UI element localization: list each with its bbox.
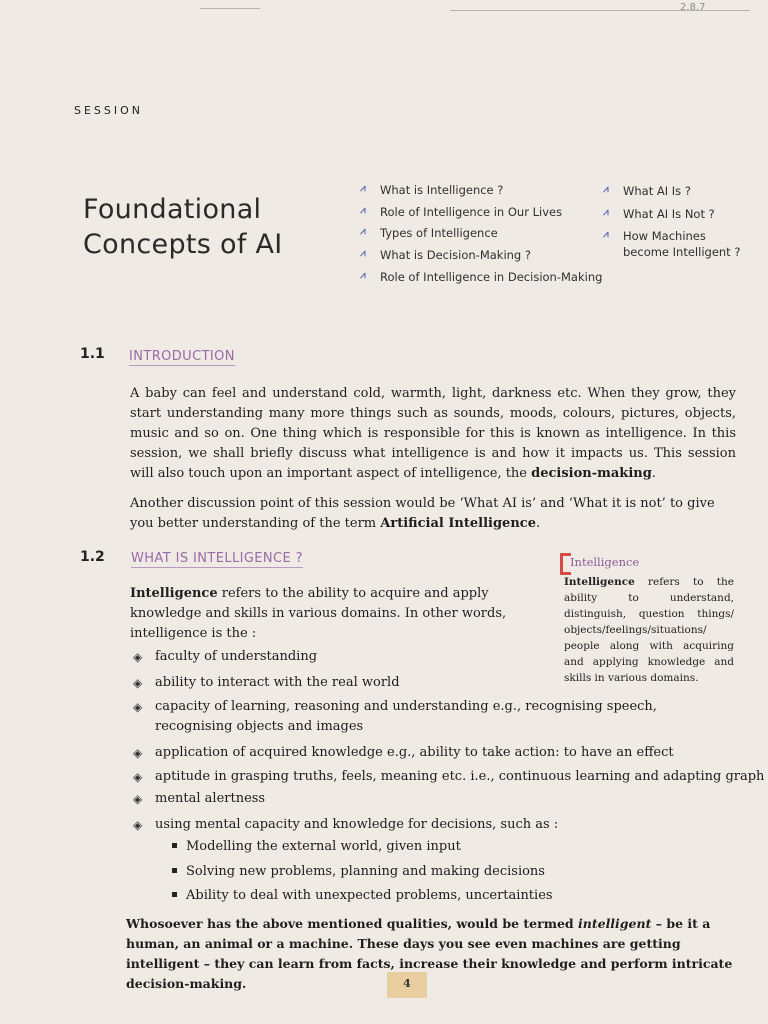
list-item: ◈ faculty of understanding [133,647,317,667]
square-bullet-icon [172,862,186,882]
diamond-bullet-icon: ◈ [133,746,143,760]
intro-paragraph: A baby can feel and understand cold, warmth, light, darkness etc. When they grow, they start understanding many more things such as sounds, moods, colours, pictures, objects, music and so on. One thing which is responsible for this is known as intelligence. In this session, we shall briefly discuss what intelligence is and how it impacts us. This session will also touch upon an important aspect of intelligence, the decision-making. [130,386,736,481]
diamond-bullet-icon: ◈ [133,792,143,806]
topic-marker-icon: ⩘ [360,183,366,194]
list-item: ◈ application of acquired knowledge e.g., ability to take action: to have an effect [133,743,674,763]
sidebar-heading: Intelligence [570,555,640,569]
section-title: INTRODUCTION [129,349,235,364]
diamond-bullet-icon: ◈ [133,818,143,832]
sub-list-item: Solving new problems, planning and making decisions [172,862,545,882]
topic-marker-icon: ⩘ [360,270,366,281]
sub-list-item: Modelling the external world, given input [172,837,461,857]
page-number: 4 [387,972,427,998]
toc-item: ⩘ What is Decision-Making ? [360,248,531,262]
square-bullet-icon [172,886,186,906]
toc-item-continuation: become Intelligent ? [623,245,741,259]
diamond-bullet-icon: ◈ [133,770,143,784]
top-rule [200,8,260,9]
intro-paragraph-2: Another discussion point of this session would be ‘What AI is’ and ‘What it is not’ to give you better understanding of the term Artificial Intelligence. [130,496,715,531]
sidebar-body: Intelligence refers to the ability to understand, distinguish, question things/ objects/feelings/situations/ people along with acquiring and applying knowledge and skills in various domains. [564,576,734,684]
chapter-title-line1: Foundational [83,194,262,225]
chapter-title [83,192,283,262]
list-item: ◈ aptitude in grasping truths, feels, meaning etc. i.e., continuous learning and adapting graph [133,767,764,787]
toc-item: ⩘ Role of Intelligence in Our Lives [360,205,563,219]
section-number: 1.1 [80,346,105,362]
toc-item: ⩘ Types of Intelligence [360,226,498,240]
handwritten-scribble: 2.8.7 [680,2,706,13]
toc-item: ⩘ What AI Is ? [603,184,691,198]
diamond-bullet-icon: ◈ [133,676,143,690]
topic-marker-icon: ⩘ [360,248,366,259]
section-number: 1.2 [80,549,105,565]
toc-item: ⩘ What is Intelligence ? [360,183,504,197]
toc-item: ⩘ How Machines [603,229,706,243]
list-item: ◈ mental alertness [133,789,265,809]
topic-marker-icon: ⩘ [360,205,366,216]
topic-marker-icon: ⩘ [603,184,609,195]
square-bullet-icon [172,837,186,857]
definition-paragraph: Intelligence refers to the ability to acquire and apply knowledge and skills in various domains. In other words, intelligence is the : [130,586,507,641]
diamond-bullet-icon: ◈ [133,700,143,714]
topic-marker-icon: ⩘ [360,226,366,237]
chapter-title-line2: Concepts of AI [83,229,283,260]
session-label: SESSION [74,104,144,117]
sub-list-item: Ability to deal with unexpected problems, uncertainties [172,886,553,906]
topic-marker-icon: ⩘ [603,207,609,218]
topic-marker-icon: ⩘ [603,229,609,240]
list-item: ◈ ability to interact with the real world [133,673,400,693]
toc-item: ⩘ What AI Is Not ? [603,207,715,221]
closing-paragraph: Whosoever has the above mentioned qualities, would be termed intelligent – be it a human, an animal or a machine. These days you see even machines are getting intelligent – they can learn from facts, increase their knowledge and perform intricate decision-making. [126,916,733,991]
section-title: WHAT IS INTELLIGENCE ? [131,551,303,566]
toc-item: ⩘ Role of Intelligence in Decision-Making [360,270,603,284]
list-item: ◈ capacity of learning, reasoning and understanding e.g., recognising speech, recognising objects and images [133,697,736,737]
diamond-bullet-icon: ◈ [133,650,143,664]
list-item: ◈ using mental capacity and knowledge for decisions, such as : [133,815,558,835]
